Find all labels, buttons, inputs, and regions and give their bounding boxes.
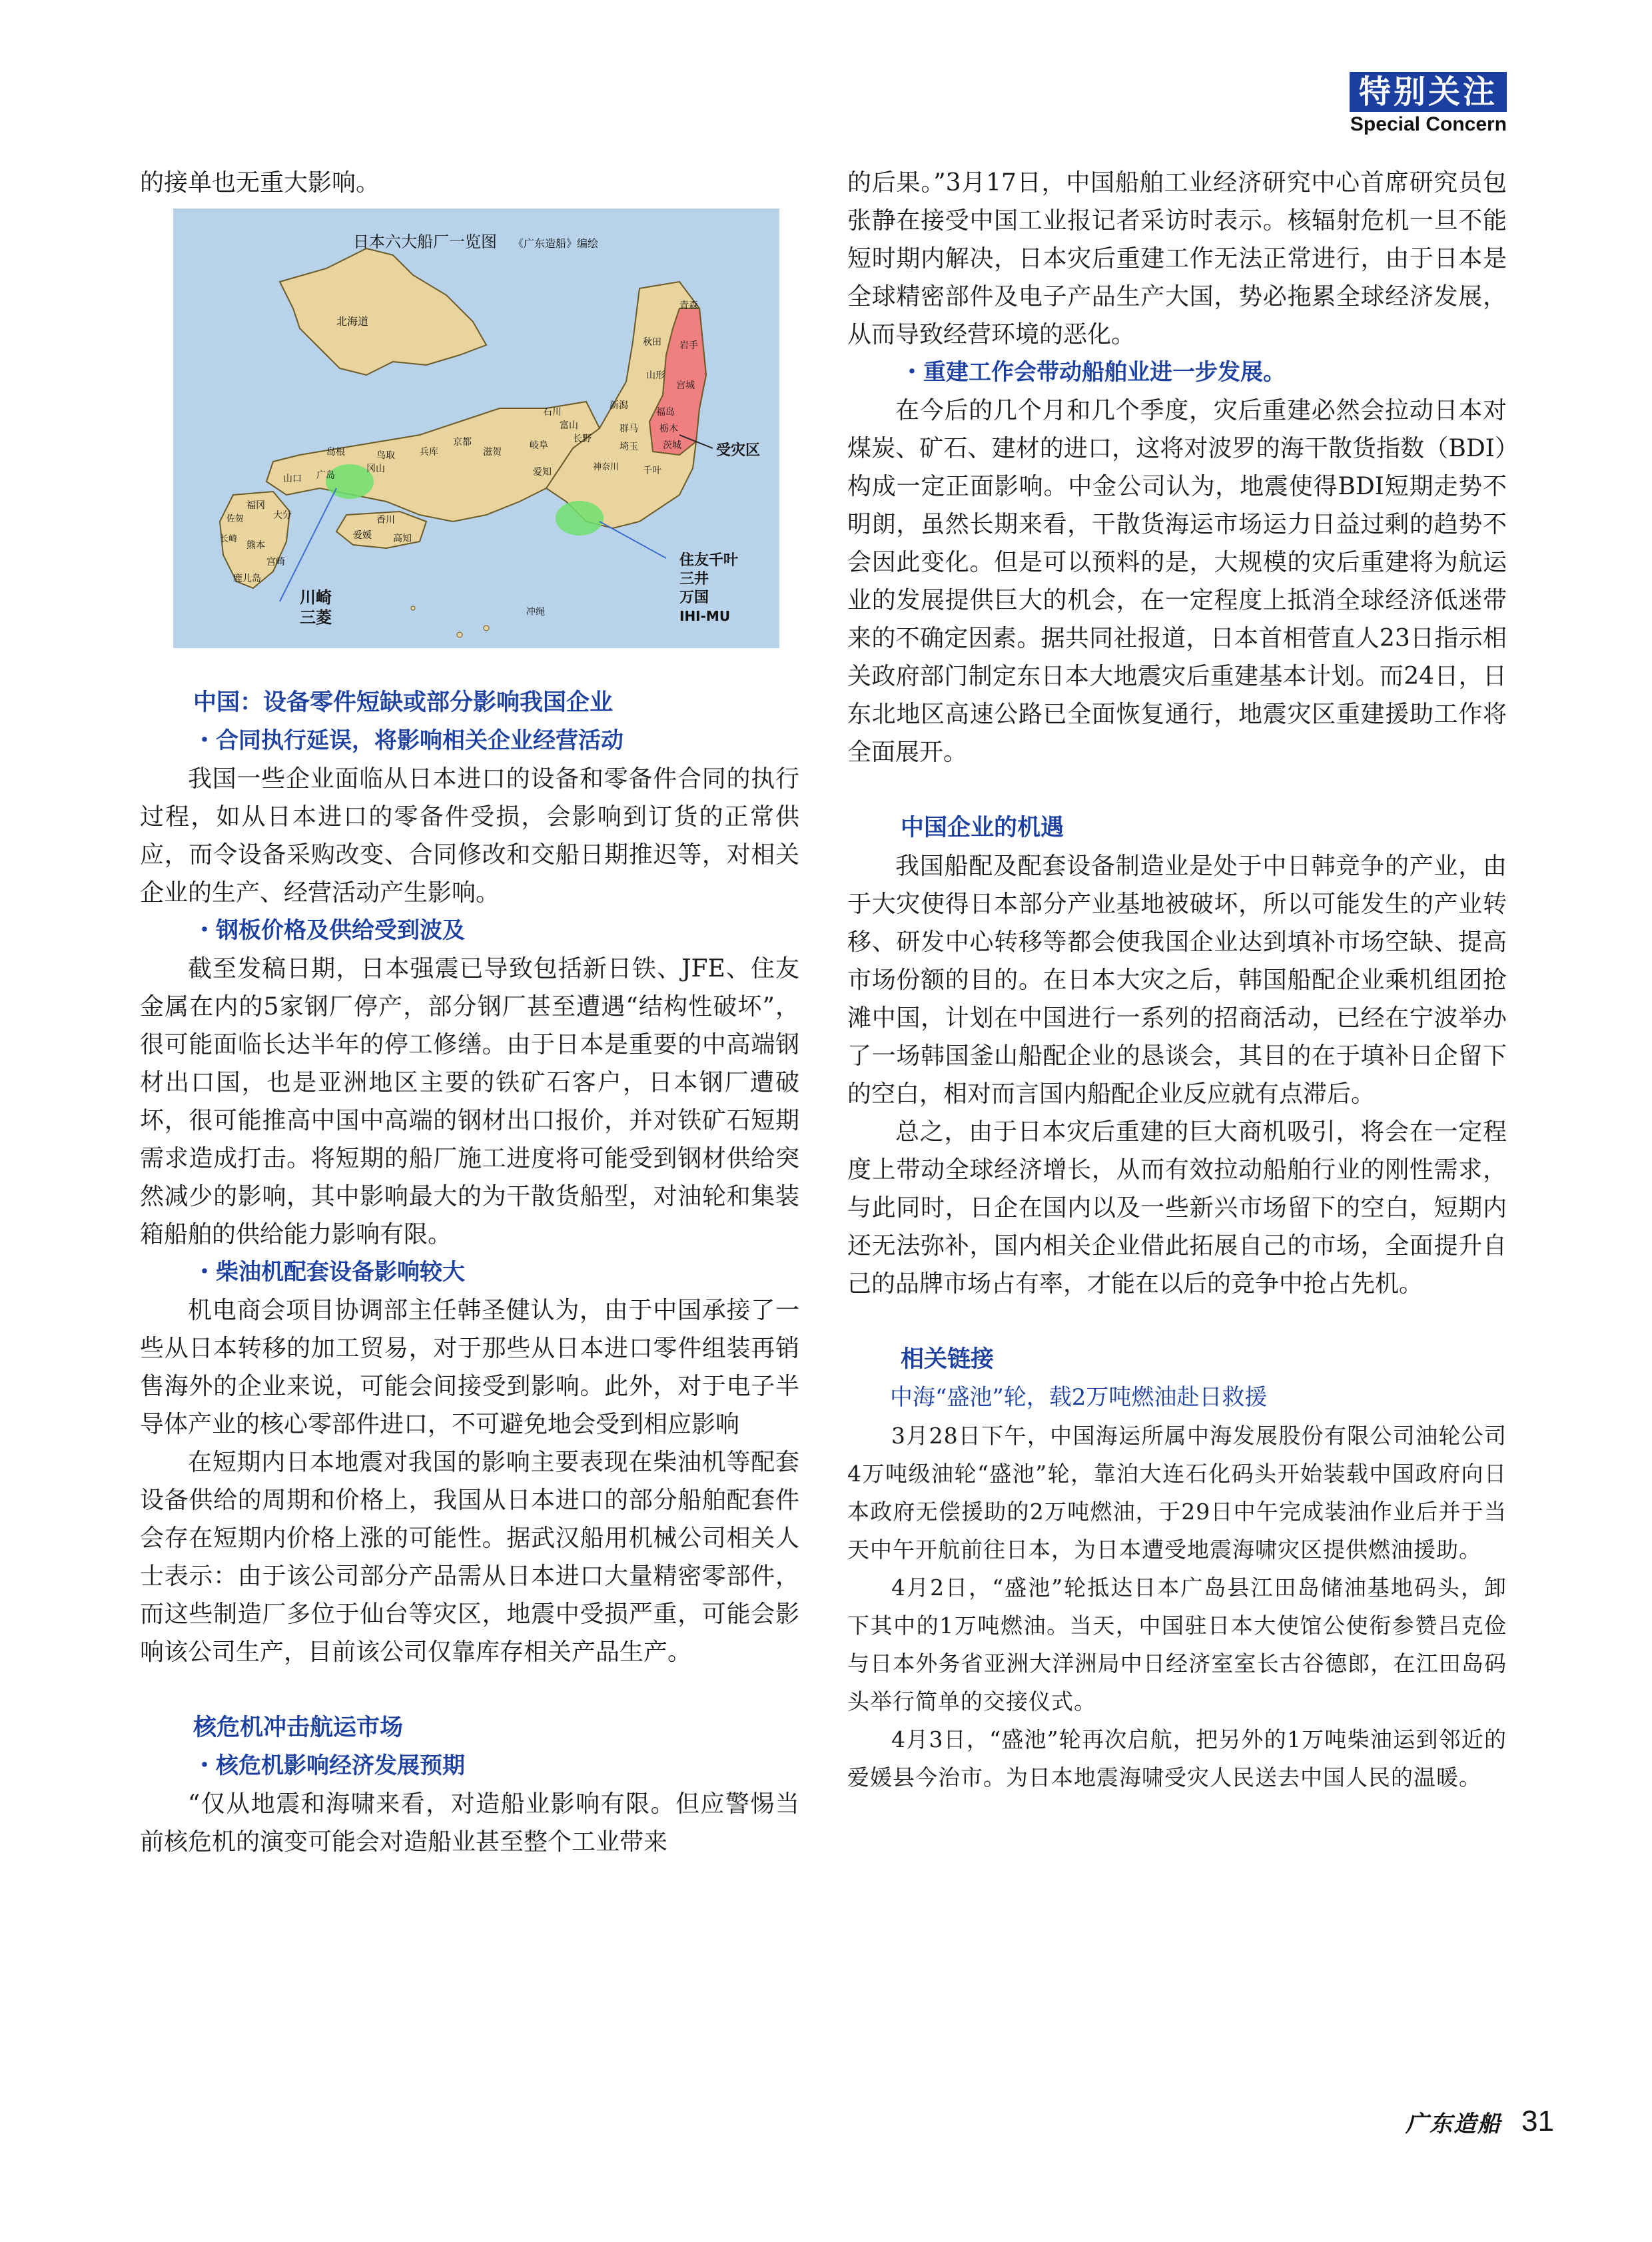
honshu-west-shape	[266, 402, 600, 522]
subhead-diesel: ・柴油机配套设备影响较大	[193, 1259, 465, 1286]
section-title-en: Special Concern	[1350, 113, 1507, 135]
label-tottori: 鸟取	[376, 450, 395, 461]
label-fukuoka: 福冈	[246, 500, 265, 511]
magazine-logo: 广东造船	[1406, 2110, 1501, 2137]
label-kochi: 高知	[393, 534, 412, 544]
label-fukushima: 福岛	[656, 407, 675, 418]
label-aichi: 爱知	[533, 467, 552, 478]
map-svg	[173, 208, 779, 648]
label-yamaguchi: 山口	[283, 474, 302, 484]
label-shimane: 岛根	[326, 447, 345, 458]
section-title-cn: 特别关注	[1350, 72, 1507, 112]
label-kanagawa: 神奈川	[593, 462, 620, 472]
label-kagawa: 香川	[376, 515, 395, 526]
label-hiroshima: 广岛	[316, 470, 335, 481]
label-yamagata: 山形	[646, 370, 665, 381]
section-china-title: 中国：设备零件短缺或部分影响我国企业	[193, 689, 614, 716]
yard-west-2: 三菱	[300, 608, 332, 627]
map-credit: 《广东造船》编绘	[513, 237, 599, 250]
paragraph-opportunity-1: 我国船配及配套设备制造业是处于中日韩竞争的产业，由于大灾使得日本部分产业基地被破坏，所以可能发生的产业转移、研发中心转移等都会使我国企业达到填补市场空缺、提高市场份额的目的。在日本大灾之后，韩国船配企业乘机组团抢滩中国，计划在中国进行一系列的招商活动，已经在宁波举办了一场韩国釜山船配企业的恳谈会，其目的在于填补日企留下的空白，相对而言国内船配企业反应就有点滞后。	[847, 853, 1507, 1108]
label-ishikawa: 石川	[543, 407, 562, 418]
label-saitama: 埼玉	[620, 442, 638, 452]
label-kumamoto: 熊本	[246, 540, 265, 551]
related-links-heading: 相关链接	[901, 1346, 995, 1373]
label-ibaraki: 茨城	[663, 440, 681, 451]
yard-east-3: 万国	[679, 589, 709, 606]
paragraph-rebuild: 在今后的几个月和几个季度，灾后重建必然会拉动日本对煤炭、矿石、建材的进口，这将对波罗的海干散货指数（BDI）构成一定正面影响。中金公司认为，地震使得BDI短期走势不明朗，虽然长期来看，干散货海运市场运力日益过剩的趋势不会因此变化。但是可以预料的是，大规模的灾后重建将为航运业的发展提供巨大的机会，在一定程度上抵消全球经济低迷带来的不确定因素。据共同社报道，日本首相菅直人23日指示相关政府部门制定东日本大地震灾后重建基本计划。而24日，日东北地区高速公路已全面恢复通行，地震灾区重建援助工作将全面展开。	[847, 397, 1507, 766]
page-footer	[1406, 2105, 1554, 2138]
yard-east-1: 住友千叶	[679, 552, 739, 569]
paragraph-nuclear: “仅从地震和海啸来看，对造船业影响有限。但应警惕当前核危机的演变可能会对造船业甚至整个工业带来	[140, 1790, 799, 1856]
right-column	[847, 164, 1507, 1796]
subhead-contract: ・合同执行延误，将影响相关企业经营活动	[193, 727, 623, 754]
label-miyagi: 宫城	[676, 380, 695, 391]
label-okayama: 冈山	[366, 464, 385, 474]
label-oita: 大分	[273, 510, 292, 521]
paragraph-consequence: 的后果。”3月17日，中国船舶工业经济研究中心首席研究员包张静在接受中国工业报记者采访时表示。核辐射危机一旦不能短时期内解决，日本灾后重建工作无法正常进行，由于日本是全球精密部件及电子产品生产大国，势必拖累全球经济发展，从而导致经营环境的恶化。	[847, 169, 1507, 348]
label-chiba: 千叶	[643, 466, 661, 476]
hokkaido-shape	[280, 248, 486, 375]
paragraph-diesel-2: 在短期内日本地震对我国的影响主要表现在柴油机等配套设备供给的周期和价格上，我国从日本进口的部分船舶配套件会存在短期内价格上涨的可能性。据武汉船用机械公司相关人士表示：由于该公司部分产品需从日本进口大量精密零部件，而这些制造厂多位于仙台等灾区，地震中受损严重，可能会影响该公司生产，目前该公司仅靠库存相关产品生产。	[140, 1449, 799, 1666]
related-paragraph-3: 4月3日，“盛池”轮再次启航，把另外的1万吨柴油运到邻近的爱媛县今治市。为日本地震海啸受灾人民送去中国人民的温暖。	[847, 1726, 1507, 1790]
related-paragraph-2: 4月2日，“盛池”轮抵达日本广岛县江田岛储油基地码头，卸下其中的1万吨燃油。当天，中国驻日本大使馆公使衔参赞吕克俭与日本外务省亚洲大洋洲局中日经济室室长古谷德郎，在江田岛码头举行简单的交接仪式。	[847, 1575, 1507, 1714]
label-kyoto: 京都	[453, 437, 472, 448]
section-nuclear-title: 核危机冲击航运市场	[193, 1714, 404, 1741]
label-saga: 佐贺	[226, 514, 244, 524]
subhead-nuclear: ・核危机影响经济发展预期	[193, 1752, 465, 1779]
japan-shipyard-map	[173, 208, 779, 648]
yard-east-4: IHI-MU	[679, 608, 731, 624]
affected-area-label: 受灾区	[716, 442, 761, 459]
label-gunma: 群马	[620, 424, 638, 434]
section-header	[1350, 72, 1507, 136]
left-column	[140, 164, 799, 1861]
paragraph-steel: 截至发稿日期，日本强震已导致包括新日铁、JFE、住友金属在内的5家钢厂停产，部分钢厂甚至遭遇“结构性破坏”，很可能面临长达半年的停工修缮。由于日本是重要的中高端钢材出口国，也是亚洲地区主要的铁矿石客户，日本钢厂遭破坏，很可能推高中国中高端的钢材出口报价，并对铁矿石短期需求造成打击。将短期的船厂施工进度将可能受到钢材供给突然减少的影响，其中影响最大的为干散货船型，对油轮和集装箱船舶的供给能力影响有限。	[140, 955, 799, 1248]
intro-line: 的接单也无重大影响。	[140, 169, 380, 196]
label-toyama: 富山	[560, 420, 578, 431]
paragraph-diesel-1: 机电商会项目协调部主任韩圣健认为，由于中国承接了一些从日本转移的加工贸易，对于那些从日本进口零件组装再销售海外的企业来说，可能会间接受到影响。此外，对于电子半导体产业的核心零部件进口，不可避免地会受到相应影响	[140, 1297, 799, 1438]
subhead-steel: ・钢板价格及供给受到波及	[193, 917, 465, 944]
label-kagoshima: 鹿儿岛	[233, 573, 261, 584]
label-gifu: 岐阜	[530, 440, 548, 451]
page-number: 31	[1521, 2105, 1554, 2137]
label-nagasaki: 长崎	[220, 534, 238, 544]
label-nagano: 长野	[573, 434, 592, 444]
section-opportunity-title: 中国企业的机遇	[901, 815, 1064, 841]
yard-east-2: 三井	[679, 571, 709, 587]
subhead-rebuild: ・重建工作会带动船舶业进一步发展。	[901, 359, 1286, 386]
paragraph-opportunity-2: 总之，由于日本灾后重建的巨大商机吸引，将会在一定程度上带动全球经济增长，从而有效拉动船舶行业的刚性需求，与此同时，日企在国内以及一些新兴市场留下的空白，短期内还无法弥补，国内相关企业借此拓展自己的市场，全面提升自己的品牌市场占有率，才能在以后的竞争中抢占先机。	[847, 1118, 1507, 1298]
label-hokkaido: 北海道	[336, 315, 369, 328]
label-iwate: 岩手	[679, 340, 698, 351]
shipyard-marker-east	[556, 501, 604, 536]
label-okinawa: 冲绳	[526, 607, 545, 617]
label-akita: 秋田	[643, 337, 661, 348]
yard-west-1: 川崎	[300, 588, 332, 607]
label-niigata: 新潟	[610, 400, 628, 411]
label-miyazaki: 宫崎	[266, 557, 285, 567]
label-aomori: 青森	[679, 300, 698, 311]
label-shiga: 滋贺	[483, 447, 502, 458]
label-hyogo: 兵库	[420, 447, 438, 458]
label-ehime: 爱媛	[353, 530, 372, 541]
label-tochigi: 栃木	[659, 424, 678, 434]
map-title: 日本六大船厂一览图	[353, 232, 497, 251]
paragraph-contract: 我国一些企业面临从日本进口的设备和零备件合同的执行过程，如从日本进口的零备件受损，会影响到订货的正常供应，而令设备采购改变、合同修改和交船日期推迟等，对相关企业的生产、经营活动产生影响。	[140, 765, 799, 907]
related-link-title: 中海“盛池”轮，载2万吨燃油赴日救援	[890, 1384, 1268, 1411]
related-paragraph-1: 3月28日下午，中国海运所属中海发展股份有限公司油轮公司4万吨级油轮“盛池”轮，靠泊大连石化码头开始装载中国政府向日本政府无偿援助的2万吨燃油，于29日中午完成装油作业后并于当天中午开航前往日本，为日本遭受地震海啸灾区提供燃油援助。	[847, 1423, 1507, 1563]
